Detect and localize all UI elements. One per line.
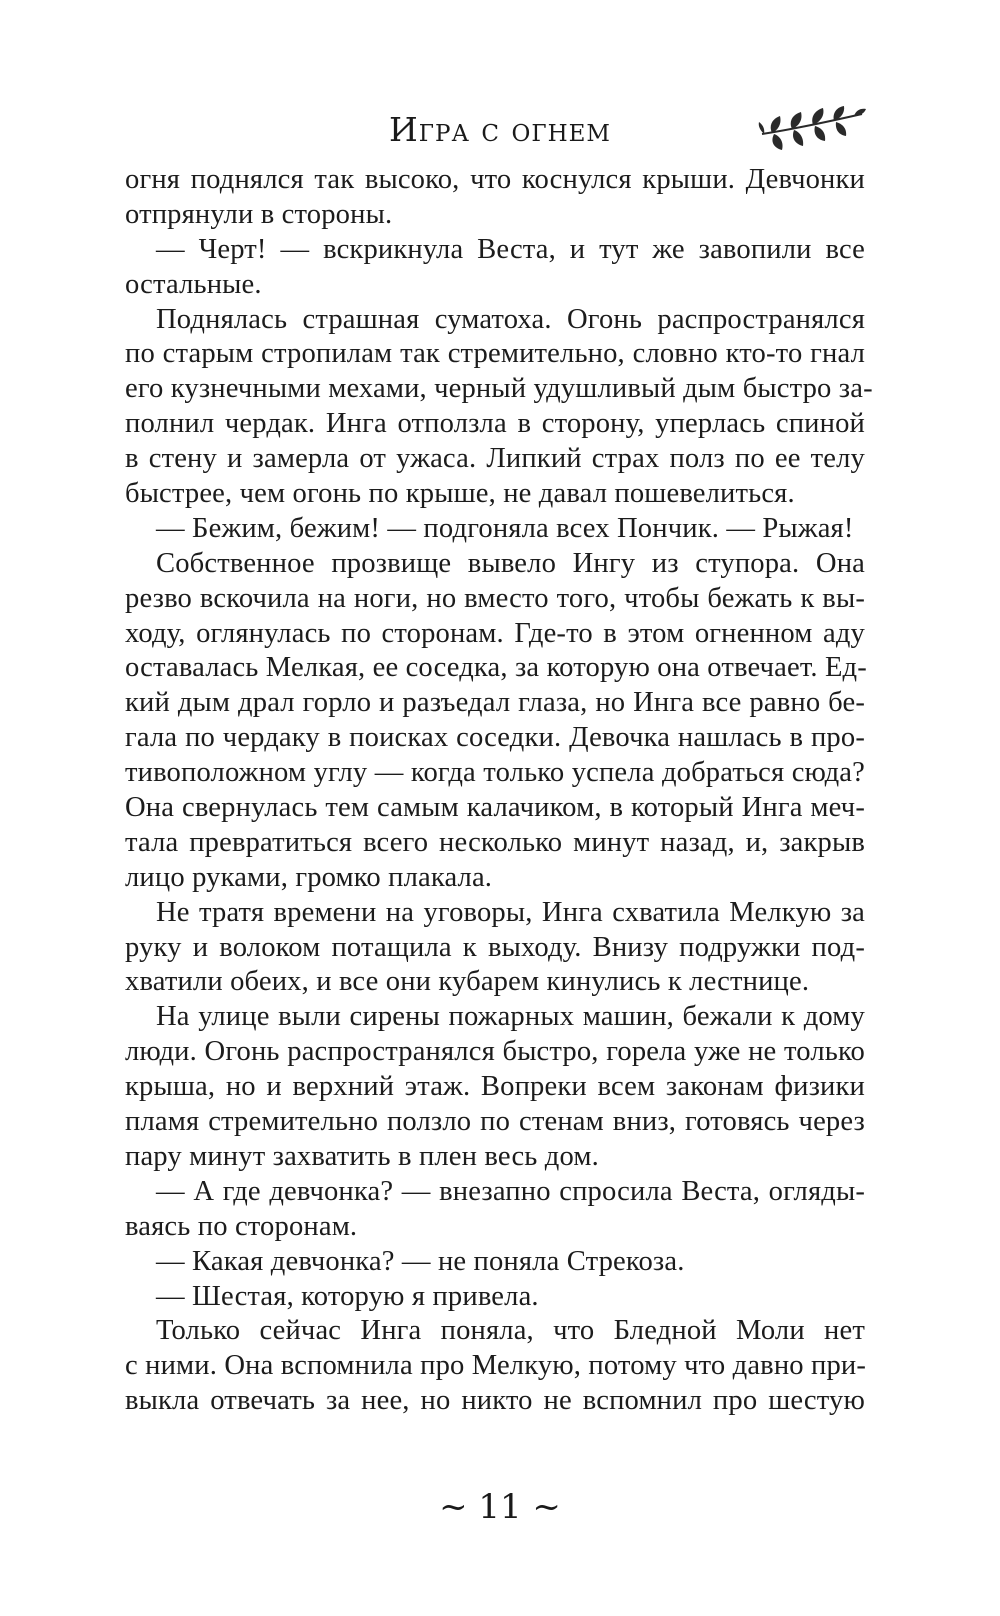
text-line: лицо руками, громко плакала. (125, 861, 493, 893)
text-line: — Черт! — вскрикнула Веста, и тут же завопили все (156, 233, 865, 265)
text-line: Не тратя времени на уговоры, Инга схватила Мелкую за (156, 896, 865, 928)
text-line: оставалась Мелкая, ее соседка, за которую она отвечает. Ед- (125, 652, 867, 684)
text-line: — А где девчонка? — внезапно спросила Веста, огляды- (156, 1175, 865, 1207)
text-line: полнил чердак. Инга отползла в сторону, уперлась спиной (125, 408, 865, 440)
body-text (125, 163, 873, 1419)
page-number: ~ 11 ~ (439, 1487, 561, 1527)
text-line: его кузнечными мехами, черный удушливый дым быстро за- (125, 373, 873, 405)
text-line: пару минут захватить в плен весь дом. (125, 1140, 599, 1172)
text-line: отпрянули в стороны. (125, 198, 393, 230)
text-line: — Бежим, бежим! — подгоняла всех Пончик. — Рыжая! (156, 512, 854, 544)
text-line: — Какая девчонка? — не поняла Стрекоза. (156, 1245, 685, 1277)
text-line: Она свернулась тем самым калачиком, в который Инга меч- (125, 792, 865, 824)
text-line: быстрее, чем огонь по крыше, не давал пошевелиться. (125, 478, 795, 510)
text-line: выкла отвечать за нее, но никто не вспомнил про шестую (125, 1385, 865, 1417)
text-line: гала по чердаку в поисках соседки. Девочка нашлась в про- (125, 722, 865, 754)
text-line: руку и волоком потащила к выходу. Внизу подружки под- (125, 931, 865, 963)
text-line: ваясь по сторонам. (125, 1210, 358, 1242)
text-line: На улице выли сирены пожарных машин, бежали к дому (156, 1001, 865, 1033)
text-line: тивоположном углу — когда только успела добраться сюда? (125, 757, 865, 789)
text-line: резво вскочила на ноги, но вместо того, чтобы бежать к вы- (125, 582, 865, 614)
text-line: с ними. Она вспомнила про Мелкую, потому что давно при- (125, 1350, 867, 1382)
chapter-title: Игра с огнем (389, 110, 611, 149)
text-line: огня поднялся так высоко, что коснулся крыши. Девчонки (125, 164, 865, 195)
text-line: по старым стропилам так стремительно, словно кто-то гнал (125, 338, 865, 370)
text-line: люди. Огонь распространялся быстро, горела уже не только (125, 1036, 865, 1068)
text-line: хватили обеих, и все они кубарем кинулись к лестнице. (125, 966, 810, 998)
text-line: тала превратиться всего несколько минут назад, и, закрыв (125, 826, 865, 858)
text-line: Собственное прозвище вывело Ингу из ступора. Она (156, 547, 865, 579)
text-line: Только сейчас Инга поняла, что Бледной Моли нет (156, 1315, 865, 1347)
text-line: ходу, оглянулась по сторонам. Где-то в этом огненном аду (125, 617, 865, 649)
text-line: в стену и замерла от ужаса. Липкий страх полз по ее телу (125, 443, 865, 475)
text-line: кий дым драл горло и разъедал глаза, но Инга все равно бе- (125, 687, 865, 719)
text-line: остальные. (125, 268, 262, 300)
running-header (0, 104, 1000, 164)
text-line: Поднялась страшная суматоха. Огонь распространялся (156, 303, 865, 335)
text-line: — Шестая, которую я привела. (156, 1280, 539, 1312)
text-line: пламя стремительно ползло по стенам вниз, готовясь через (125, 1106, 865, 1138)
laurel-branch-icon (758, 104, 868, 154)
text-line: крыша, но и верхний этаж. Вопреки всем законам физики (125, 1071, 865, 1103)
